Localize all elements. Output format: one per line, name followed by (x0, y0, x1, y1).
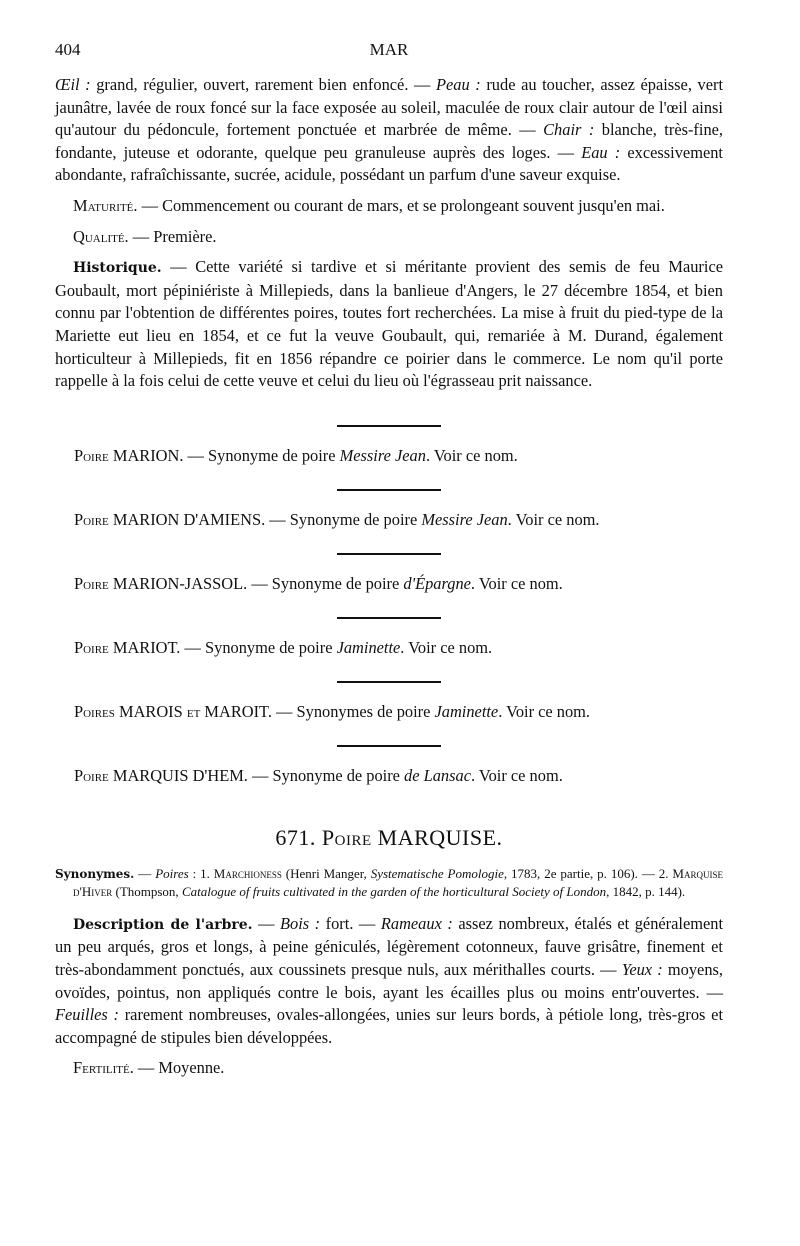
separator-rule (337, 617, 441, 619)
synonym-entry: Poire MARION-JASSOL. — Synonyme de poire d'Épargne. Voir ce nom. (74, 573, 563, 593)
synonym-entry: Poire MARIOT. — Synonyme de poire Jaminette. Voir ce nom. (74, 637, 493, 657)
maturite-label: Maturité. (73, 195, 138, 215)
peau-label: Peau : (436, 75, 481, 94)
synonymes-paragraph: Synonymes. — Poires : 1. Marchioness (Henri Manger, Systematische Pomologie, 1783, 2e partie, p. 106). — 2. Marquise d'Hiver (Thompson, Catalogue of fruits cultivated in the garden of the horticultural Society of London, 1842, p. 144). (55, 865, 723, 899)
historique-label: Historique. (73, 260, 162, 277)
fertilite-paragraph: Fertilité. — Moyenne. (73, 1058, 225, 1078)
tree-description-paragraph: Description de l'arbre. — Bois : fort. — Rameaux : assez nombreux, étalés et généralement un peu arqués, gros et longs, à peine géniculés, légèrement cotonneux, fauve grisâtre, finement et très-abondamment ponctués, aux coussinets presque nuls, aux mérithalles courts. — Yeux : moyens, ovoïdes, pointus, non appliqués contre le bois, ayant les écailles plus ou moins entr'ouvertes. — Feuilles : rarement nombreuses, ovales-allongées, unies sur leurs bords, à pétiole long, très-gros et accompagné de stipules bien développées. (55, 913, 724, 1047)
running-title: MAR (369, 40, 409, 59)
fruit-description-paragraph: Œil : grand, régulier, ouvert, rarement bien enfoncé. — Peau : rude au toucher, assez épaisse, vert jaunâtre, lavée de roux foncé sur la face exposée au soleil, maculée de roux clair autour de l'œil ainsi qu'autour du pédoncule, fortement ponctuée et marbrée de même. — Chair : blanche, très-fine, fondante, juteuse et odorante, quelque peu granuleuse auprès des loges. — Eau : excessivement abondante, rafraîchissante, sucrée, acidule, possédant un parfum d'une saveur exquise. (55, 75, 724, 185)
page-number: 404 (55, 40, 81, 59)
section-title: 671. Poire MARQUISE. (275, 824, 503, 850)
synonym-entry: Poires MAROIS et MAROIT. — Synonymes de poire Jaminette. Voir ce nom. (74, 701, 591, 721)
qualite-paragraph: Qualité. — Première. (73, 226, 217, 246)
historique-paragraph: Historique. — Cette variété si tardive et si méritante provient des semis de feu Maurice Goubault, mort pépiniériste à Millepieds, dans la banlieue d'Angers, le 27 décembre 1854, et bien connu par l'obtention de différentes poires, toutes fort recherchées. La mise à fruit du pied-type de la Mariette eut lieu en 1854, et ce fut la veuve Goubault, qui, remariée à M. Durand, également horticulteur à Millepieds, fit en 1856 répandre ce poirier dans le commerce. Le nom qu'il porte rappelle à la fois celui de cette veuve et celui du lieu où l'égrasseau prit naissance. (55, 257, 723, 391)
separator-rule (337, 489, 441, 491)
separator-rule (337, 425, 441, 427)
separator-rule (337, 745, 441, 747)
chair-label: Chair : (543, 120, 595, 140)
eau-label: Eau : (581, 142, 621, 162)
book-page (55, 40, 723, 1080)
running-head (55, 40, 723, 66)
synonym-entry: Poire MARION D'AMIENS. — Synonyme de poire Messire Jean. Voir ce nom. (74, 509, 600, 529)
synonym-entry: Poire MARQUIS D'HEM. — Synonyme de poire de Lansac. Voir ce nom. (74, 765, 563, 785)
synonymes-label: Synonymes. (55, 866, 135, 881)
synonym-entry: Poire MARION. — Synonyme de poire Messire Jean. Voir ce nom. (74, 445, 518, 465)
fertilite-label: Fertilité. (73, 1058, 134, 1078)
oeil-label: Œil : (55, 75, 91, 94)
qualite-label: Qualité. (73, 226, 129, 246)
separator-rule (337, 681, 441, 683)
separator-rule (337, 553, 441, 555)
maturite-paragraph: Maturité. — Commencement ou courant de mars, et se prolongeant souvent jusqu'en mai. (73, 195, 665, 215)
description-label: Description de l'arbre. (73, 916, 253, 933)
synonym-entries (55, 407, 723, 791)
